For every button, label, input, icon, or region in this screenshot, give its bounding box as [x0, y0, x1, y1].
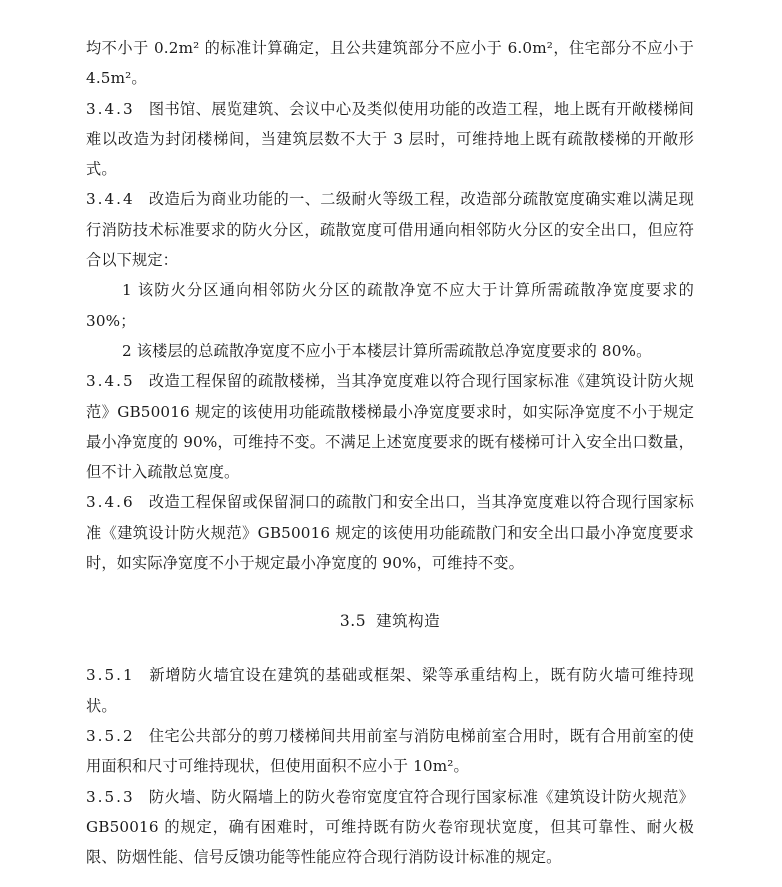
- clause-number: 3.4.3: [86, 99, 135, 118]
- clause-number: 3.5.3: [86, 787, 135, 806]
- clause-text: 新增防火墙宜设在建筑的基础或框架、梁等承重结构上，既有防火墙可维持现状。: [86, 666, 694, 715]
- clause-number: 3.4.6: [86, 493, 135, 512]
- clause-text: 改造后为商业功能的一、二级耐火等级工程，改造部分疏散宽度确实难以满足现行消防技术标准要求的防火分区，疏散宽度可借用通向相邻防火分区的安全出口，但应符合以下规定：: [86, 190, 694, 270]
- clause-number: 3.4.5: [86, 372, 135, 391]
- section-title: 建筑构造: [376, 612, 441, 631]
- section-number: 3.5: [339, 612, 367, 631]
- clause-3-4-4-item-2: 2 该楼层的总疏散净宽度不应小于本楼层计算所需疏散总净宽度要求的 80%。: [122, 341, 652, 360]
- clause-3-5-3: [86, 782, 694, 873]
- clause-text: 图书馆、展览建筑、会议中心及类似使用功能的改造工程，地上既有开敞楼梯间难以改造为封闭楼梯间，当建筑层数不大于 3 层时，可维持地上既有疏散楼梯的开敞形式。: [86, 99, 694, 179]
- clause-3-5-2: [86, 721, 694, 782]
- clause-number: 3.5.1: [86, 666, 135, 685]
- section-heading: [86, 606, 694, 636]
- clause-text: 改造工程保留的疏散楼梯，当其净宽度难以符合现行国家标准《建筑设计防火规范》GB50016 规定的该使用功能疏散楼梯最小净宽度要求时，如实际净宽度不小于规定最小净宽度的 90%，可维持不变。不满足上述宽度要求的既有楼梯可计入安全出口数量，但不计入疏散总宽度。: [86, 372, 694, 482]
- clause-text: 改造工程保留或保留洞口的疏散门和安全出口，当其净宽度难以符合现行国家标准《建筑设计防火规范》GB50016 规定的该使用功能疏散门和安全出口最小净宽度要求时，如实际净宽度不小于规定最小净宽度的 90%，可维持不变。: [86, 493, 694, 573]
- clause-number: 3.4.4: [86, 190, 135, 209]
- clause-text: 住宅公共部分的剪刀楼梯间共用前室与消防电梯前室合用时，既有合用前室的使用面积和尺寸可维持现状，但使用面积不应小于 10m²。: [86, 726, 694, 776]
- clause-text: 防火墙、防火隔墙上的防火卷帘宽度宜符合现行国家标准《建筑设计防火规范》GB50016 的规定，确有困难时，可维持既有防火卷帘现状宽度，但其可靠性、耐火极限、防烟性能、信号反馈功能等性能应符合现行消防设计标准的规定。: [86, 787, 694, 867]
- clause-number: 3.5.2: [86, 726, 135, 745]
- clause-3-4-5: [86, 366, 694, 487]
- clause-3-4-6: [86, 487, 694, 578]
- intro-paragraph: 均不小于 0.2m² 的标准计算确定，且公共建筑部分不应小于 6.0m²，住宅部分不应小于 4.5m²。: [86, 39, 694, 88]
- clause-3-5-1: [86, 660, 694, 721]
- clause-3-4-4: [86, 184, 694, 275]
- clause-3-4-4-item-1: 1 该防火分区通向相邻防火分区的疏散净宽不应大于计算所需疏散净宽度要求的 30%；: [86, 281, 694, 330]
- clause-3-4-3: [86, 94, 694, 185]
